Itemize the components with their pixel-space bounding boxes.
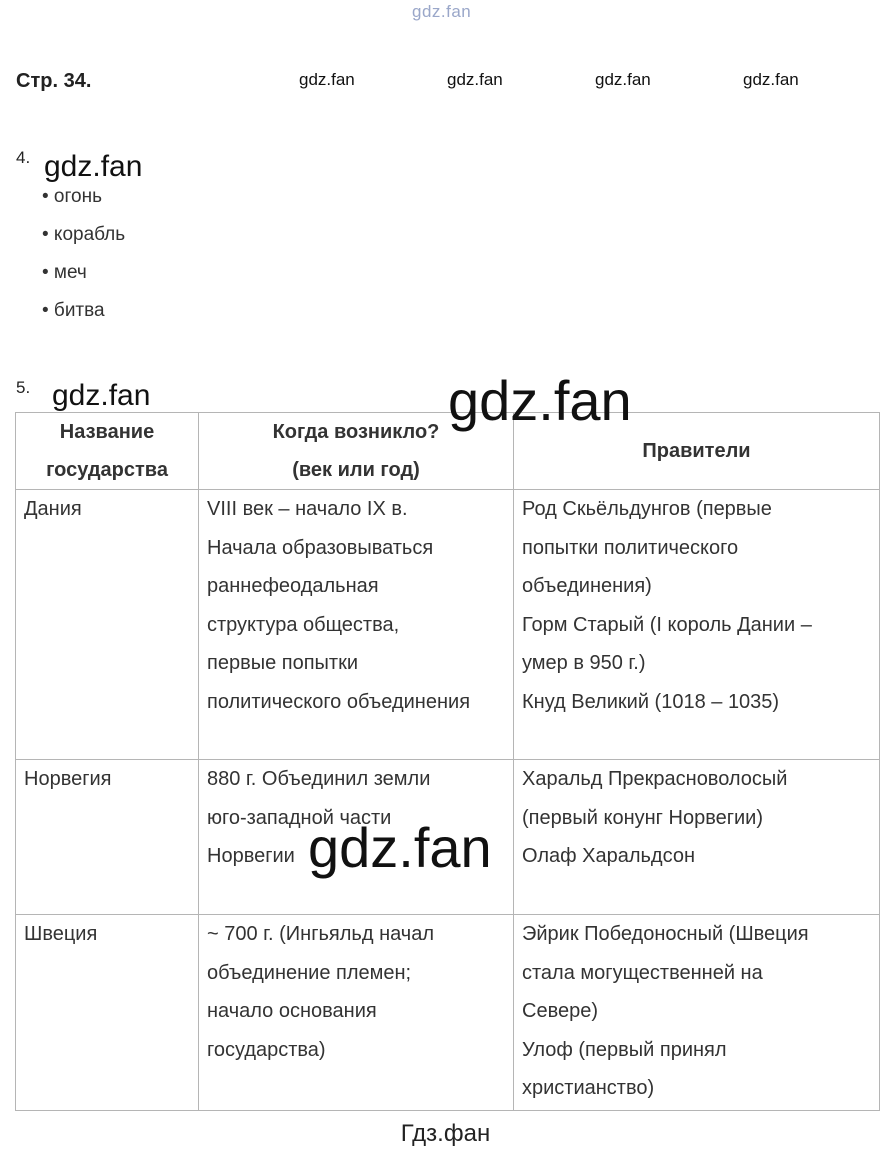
- watermark-header-2: gdz.fan: [447, 70, 503, 89]
- task-4-number: 4.: [16, 148, 31, 167]
- watermark-header-4: gdz.fan: [743, 70, 799, 89]
- watermark-large-2: gdz.fan: [308, 816, 492, 879]
- cell-rulers: Харальд Прекрасноволосый (первый конунг Норвегии) Олаф Харальдсон: [514, 760, 880, 915]
- page-title: Стр. 34.: [16, 70, 92, 92]
- watermark-large-1: gdz.fan: [448, 369, 632, 432]
- cell-state-name: Норвегия: [16, 760, 199, 915]
- watermark-task-5: gdz.fan: [52, 379, 151, 412]
- cell-rulers: Род Скьёльдунгов (первые попытки политического объединения) Горм Старый (I король Дании – умер в 950 г.) Кнуд Великий (1018 – 1035): [514, 490, 880, 760]
- list-item: • меч: [42, 262, 87, 283]
- cell-state-name: Швеция: [16, 915, 199, 1111]
- footer-caption: Гдз.фан: [400, 1120, 491, 1147]
- watermark-header-3: gdz.fan: [595, 70, 651, 89]
- cell-rulers: Эйрик Победоносный (Швеция стала могущественней на Севере) Улоф (первый принял христианство): [514, 915, 880, 1111]
- cell-when: 880 г. Объединил земли юго-западной части Норвегии: [199, 760, 514, 915]
- states-table: [15, 412, 880, 1111]
- table-row: [16, 915, 880, 1111]
- cell-when: ~ 700 г. (Ингьяльд начал объединение племен; начало основания государства): [199, 915, 514, 1111]
- cell-state-name: Дания: [16, 490, 199, 760]
- list-item: • битва: [42, 300, 105, 321]
- list-item: • корабль: [42, 224, 126, 245]
- cell-when: VIII век – начало IX в. Начала образовываться раннефеодальная структура общества, первые попытки политического объединения: [199, 490, 514, 760]
- watermark-task-4: gdz.fan: [44, 150, 143, 183]
- list-item: • огонь: [42, 186, 102, 207]
- table-row: [16, 490, 880, 760]
- column-header-when: Когда возникло? (век или год): [199, 413, 514, 490]
- column-header-name: Название государства: [16, 413, 199, 490]
- watermark-header-1: gdz.fan: [299, 70, 355, 89]
- task-5-number: 5.: [16, 378, 31, 397]
- watermark-top: gdz.fan: [412, 2, 472, 21]
- column-header-rulers: Правители: [514, 413, 880, 490]
